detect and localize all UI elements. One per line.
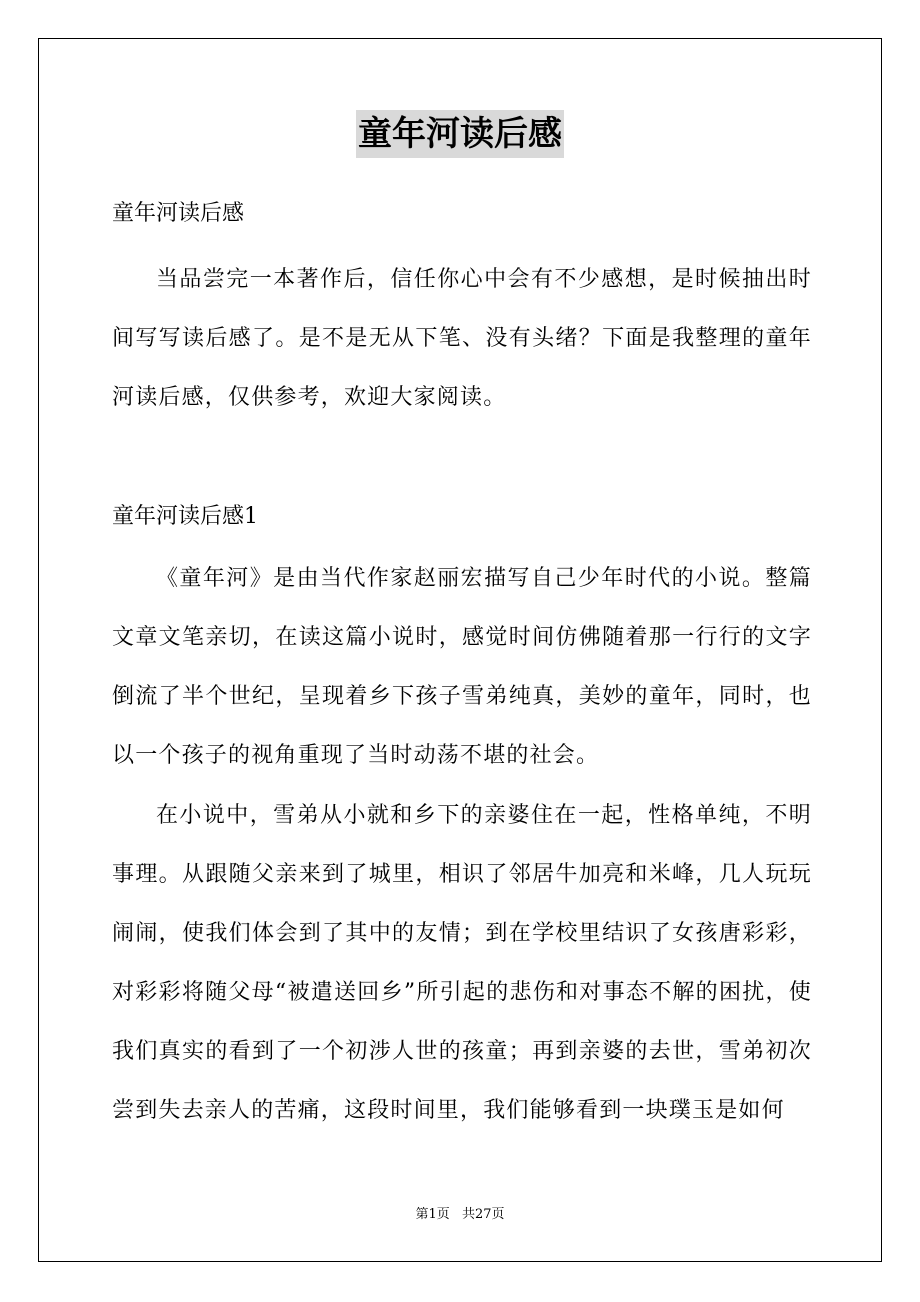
intro-paragraph: 当品尝完一本著作后，信任你心中会有不少感想，是时候抽出时间写写读后感了。是不是无从下笔、没有头绪？下面是我整理的童年河读后感，仅供参考，欢迎大家阅读。 [112,267,812,410]
section-1-paragraph-2: 在小说中，雪弟从小就和乡下的亲婆住在一起，性格单纯，不明事理。从跟随父亲来到了城里，相识了邻居牛加亮和米峰，几人玩玩闹闹，使我们体会到了其中的友情；到在学校里结识了女孩唐彩彩，对彩彩将随父母“被遣送回乡”所引起的悲伤和对事态不解的困扰，使我们真实的看到了一个初涉人世的孩童；再到亲婆的去世，雪弟初次尝到失去亲人的苦痛，这段时间里，我们能够看到一块璞玉是如何 [112,803,812,1123]
page-number: 第1页 [415,1207,450,1222]
document-title: 童年河读后感 [356,110,564,158]
page-total: 共27页 [461,1207,505,1222]
title-container [0,110,920,158]
document-heading: 童年河读后感 [112,201,245,226]
section-1-heading: 童年河读后感1 [112,504,258,529]
section-1-paragraph-1: 《童年河》是由当代作家赵丽宏描写自己少年时代的小说。整篇文章文笔亲切，在读这篇小说时，感觉时间仿佛随着那一行行的文字倒流了半个世纪，呈现着乡下孩子雪弟纯真，美妙的童年，同时，也以一个孩子的视角重现了当时动荡不堪的社会。 [112,566,812,768]
page-footer [0,1205,920,1225]
